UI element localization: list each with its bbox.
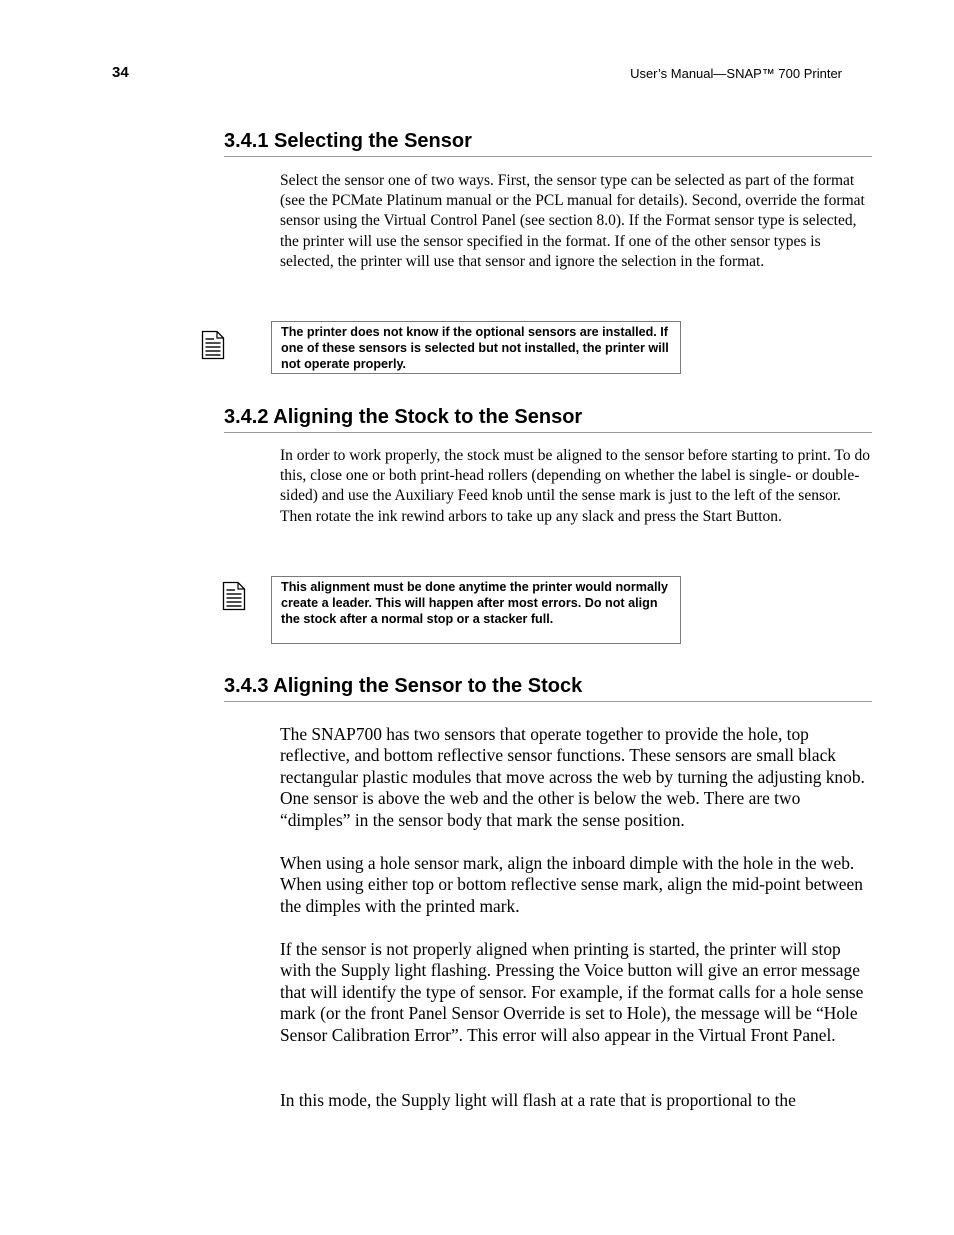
section-heading-3-4-3: 3.4.3 Aligning the Sensor to the Stock bbox=[224, 673, 872, 702]
section-heading-3-4-1: 3.4.1 Selecting the Sensor bbox=[224, 128, 872, 157]
section-3-4-2-paragraph: In order to work properly, the stock must be aligned to the sensor before starting to print. To do this, close one or both print-head rollers (depending on whether the label is single- or double-sided) and use the Auxiliary Feed knob until the sense mark is just to the left of the sensor. Then rotate the ink rewind arbors to take up any slack and press the Start Button. bbox=[280, 447, 870, 525]
section-3-4-3-paragraph-2: When using a hole sensor mark, align the inboard dimple with the hole in the web. When using either top or bottom reflective sense mark, align the mid-point between the dimples with the printed mark. bbox=[280, 853, 863, 916]
section-3-4-3-paragraph-3: If the sensor is not properly aligned when printing is started, the printer will stop with the Supply light flashing. Pressing the Voice button will give an error message that will identify the type of sensor. For example, if the format calls for a hole sense mark (or the front Panel Sensor Override is set to Hole), the message will be “Hole Sensor Calibration Error”. This error will also appear in the Virtual Front Panel. bbox=[280, 939, 864, 1045]
note-box: This alignment must be done anytime the printer would normally create a leader. This will happen after most errors. Do not align the stock after a normal stop or a stacker full. bbox=[271, 576, 681, 644]
note-document-icon bbox=[201, 330, 225, 365]
note-document-icon bbox=[222, 581, 246, 616]
section-3-4-3-paragraph-1: The SNAP700 has two sensors that operate together to provide the hole, top reflective, and bottom reflective sensor functions. These sensors are small black rectangular plastic modules that move across the web by turning the adjusting knob. One sensor is above the web and the other is below the web. There are two “dimples” in the sensor body that mark the sense position. bbox=[280, 724, 865, 830]
section-3-4-1-paragraph: Select the sensor one of two ways. First, the sensor type can be selected as part of the format (see the PCMate Platinum manual or the PCL manual for details). Second, override the format sensor using the Virtual Control Panel (see section 8.0). If the Format sensor type is selected, the printer will use the sensor specified in the format. If one of the other sensor types is selected, the printer will use that sensor and ignore the selection in the format. bbox=[280, 172, 865, 270]
section-heading-3-4-2: 3.4.2 Aligning the Stock to the Sensor bbox=[224, 404, 872, 433]
section-3-4-3-paragraph-4: In this mode, the Supply light will flash at a rate that is proportional to the bbox=[280, 1090, 796, 1110]
page-number: 34 bbox=[112, 64, 129, 81]
running-header: User’s Manual—SNAP™ 700 Printer bbox=[630, 66, 842, 81]
note-box: The printer does not know if the optional sensors are installed. If one of these sensors is selected but not installed, the printer will not operate properly. bbox=[271, 321, 681, 374]
